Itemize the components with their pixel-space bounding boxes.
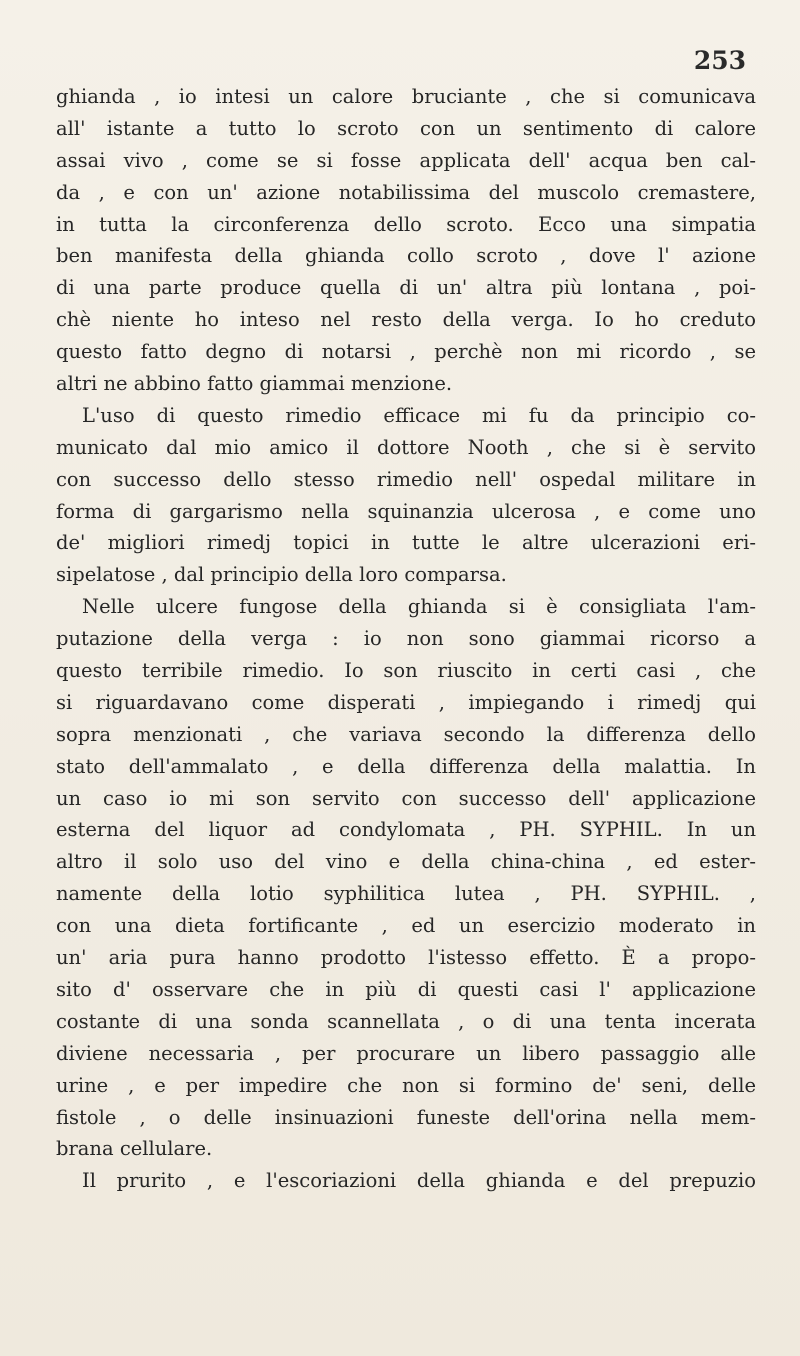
text-line: un caso io mi son servito con successo dell' applicazione: [56, 786, 756, 810]
text-line: si riguardavano come disperati , impiegando i rimedj qui: [56, 690, 756, 714]
text-line: in tutta la circonferenza dello scroto. Ecco una simpatia: [56, 212, 756, 236]
text-line: costante di una sonda scannellata , o di una tenta incerata: [56, 1009, 756, 1033]
text-line: assai vivo , come se si fosse applicata dell' acqua ben cal-: [56, 148, 756, 172]
text-line: un' aria pura hanno prodotto l'istesso effetto. È a propo-: [56, 946, 756, 970]
text-line: di una parte produce quella di un' altra più lontana , poi-: [56, 276, 756, 300]
text-line: brana cellulare.: [56, 1137, 213, 1161]
text-line: municato dal mio amico il dottore Nooth , che si è servito: [56, 435, 756, 459]
text-line: sito d' osservare che in più di questi casi l' applicazione: [56, 977, 756, 1001]
text-line: L'uso di questo rimedio efficace mi fu da principio co-: [82, 403, 756, 427]
text-line: altro il solo uso del vino e della china-china , ed ester-: [56, 850, 756, 874]
text-line: de' migliori rimedj topici in tutte le altre ulcerazioni eri-: [56, 531, 756, 555]
text-line: ghianda , io intesi un calore bruciante , che si comunicava: [56, 85, 756, 108]
text-line: putazione della verga : io non sono giammai ricorso a: [56, 627, 756, 651]
text-line: ben manifesta della ghianda collo scroto , dove l' azione: [56, 244, 756, 268]
text-line: namente della lotio syphilitica lutea , PH. SYPHIL. ,: [56, 882, 756, 906]
text-line: all' istante a tutto lo scroto con un sentimento di calore: [56, 116, 756, 140]
text-line: sopra menzionati , che variava secondo la differenza dello: [56, 722, 756, 746]
text-line: con una dieta fortificante , ed un esercizio moderato in: [56, 914, 756, 938]
text-line: stato dell'ammalato , e della differenza della malattia. In: [56, 754, 756, 778]
text-line: con successo dello stesso rimedio nell' ospedal militare in: [56, 467, 756, 491]
body-text: [56, 81, 756, 1197]
page-number: 253: [693, 46, 746, 75]
text-line: questo fatto degno di notarsi , perchè non mi ricordo , se: [56, 340, 756, 364]
text-line: sipelatose , dal principio della loro comparsa.: [56, 563, 507, 587]
text-line: chè niente ho inteso nel resto della verga. Io ho creduto: [56, 308, 756, 332]
text-line: altri ne abbino fatto giammai menzione.: [56, 372, 453, 396]
text-line: Il prurito , e l'escoriazioni della ghianda e del prepuzio: [82, 1169, 756, 1193]
text-line: esterna del liquor ad condylomata , PH. SYPHIL. In un: [56, 818, 756, 842]
text-line: diviene necessaria , per procurare un libero passaggio alle: [56, 1041, 756, 1065]
text-line: da , e con un' azione notabilissima del muscolo cremastere,: [56, 180, 756, 204]
text-line: fistole , o delle insinuazioni funeste dell'orina nella mem-: [56, 1105, 756, 1129]
text-line: Nelle ulcere fungose della ghianda si è consigliata l'am-: [82, 595, 756, 619]
text-line: questo terribile rimedio. Io son riuscito in certi casi , che: [56, 659, 756, 683]
text-line: urine , e per impedire che non si formino de' seni, delle: [56, 1073, 756, 1097]
text-line: forma di gargarismo nella squinanzia ulcerosa , e come uno: [56, 499, 756, 523]
